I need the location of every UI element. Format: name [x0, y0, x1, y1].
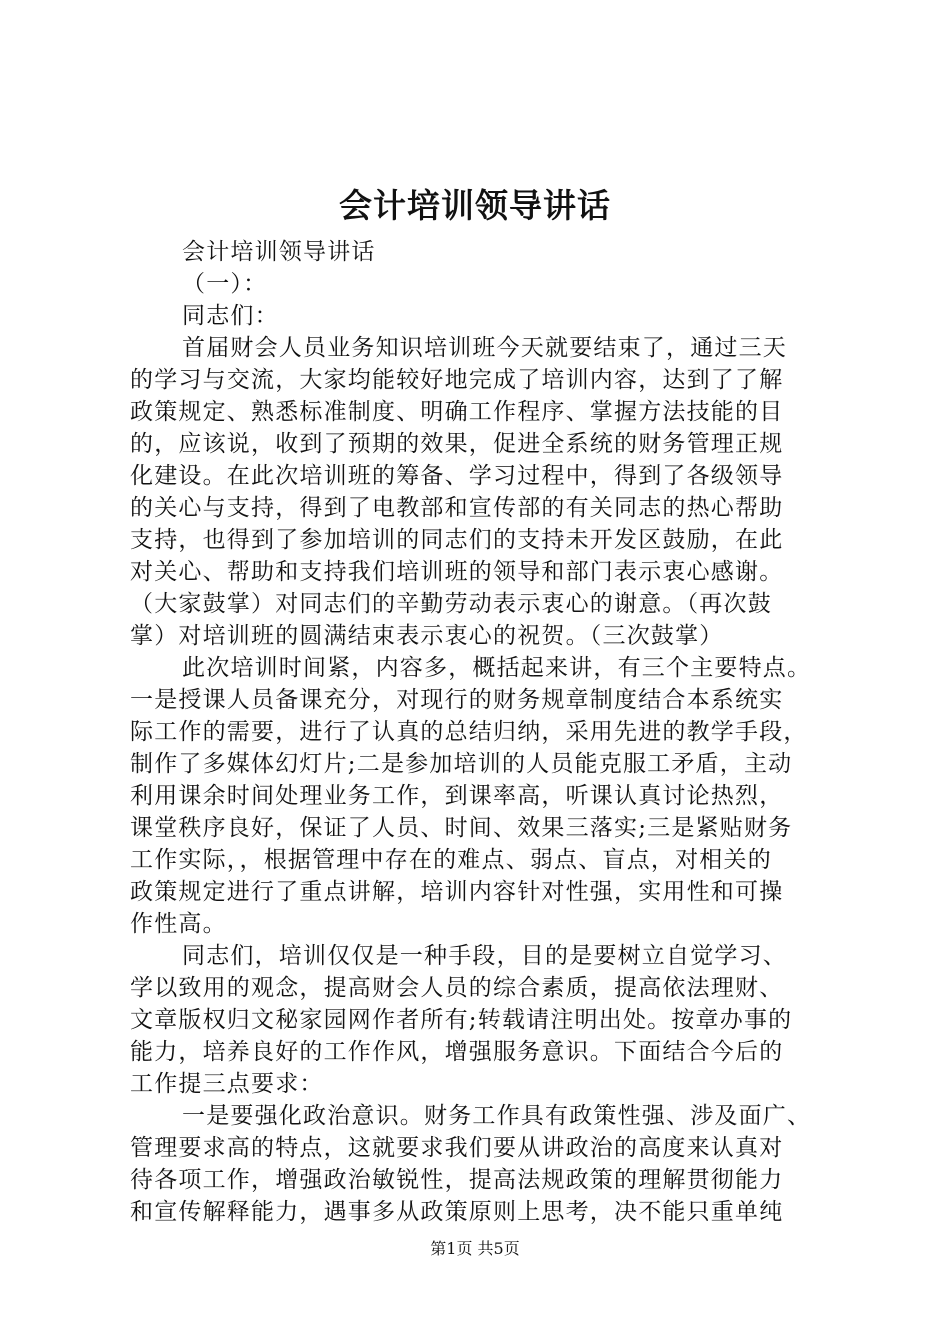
text-line: 利用课余时间处理业务工作，到课率高，听课认真讨论热烈， — [130, 783, 784, 809]
text-line: 对关心、帮助和支持我们培训班的领导和部门表示衷心感谢。 — [130, 559, 784, 585]
text-line: 文章版权归文秘家园网作者所有;转载请注明出处。按章办事的 — [130, 1007, 793, 1033]
text-line: 学以致用的观念，提高财会人员的综合素质，提高依法理财、 — [130, 975, 784, 1001]
document-title: 会计培训领导讲话 — [339, 186, 611, 225]
text-line: 会计培训领导讲话 — [182, 239, 376, 265]
text-line: 此次培训时间紧，内容多，概括起来讲，有三个主要特点。 — [182, 655, 812, 681]
text-line: （一）： — [182, 271, 268, 297]
text-line: 工作实际，，根据管理中存在的难点、弱点、盲点，对相关的 — [130, 847, 772, 873]
text-line: 化建设。在此次培训班的筹备、学习过程中，得到了各级领导 — [130, 463, 784, 489]
text-line: 政策规定、熟悉标准制度、明确工作程序、掌握方法技能的目 — [130, 399, 784, 425]
text-line: 的关心与支持，得到了电教部和宣传部的有关同志的热心帮助 — [130, 495, 784, 521]
text-line: 制作了多媒体幻灯片;二是参加培训的人员能克服工矛盾，主动 — [130, 751, 793, 777]
text-line: 和宣传解释能力，遇事多从政策原则上思考，决不能只重单纯 — [130, 1199, 784, 1225]
text-line: 能力，培养良好的工作作风，增强服务意识。下面结合今后的 — [130, 1039, 784, 1065]
text-line: 一是要强化政治意识。财务工作具有政策性强、涉及面广、 — [182, 1103, 812, 1129]
document-body — [130, 236, 850, 1228]
text-line: 的学习与交流，大家均能较好地完成了培训内容，达到了了解 — [130, 367, 784, 393]
text-line: 同志们： — [182, 303, 279, 329]
text-line: 际工作的需要，进行了认真的总结归纳，采用先进的教学手段， — [130, 719, 808, 745]
text-line: 掌）对培训班的圆满结束表示衷心的祝贺。（三次鼓掌） — [130, 623, 724, 649]
text-line: 支持，也得到了参加培训的同志们的支持未开发区鼓励，在此 — [130, 527, 784, 553]
text-line: 管理要求高的特点，这就要求我们要从讲政治的高度来认真对 — [130, 1135, 784, 1161]
text-line: 工作提三点要求： — [130, 1071, 324, 1097]
text-line: 待各项工作，增强政治敏锐性，提高法规政策的理解贯彻能力 — [130, 1167, 784, 1193]
text-line: 首届财会人员业务知识培训班今天就要结束了，通过三天 — [182, 335, 787, 361]
page-footer: 第1页 共5页 — [430, 1239, 520, 1258]
text-line: （大家鼓掌）对同志们的辛勤劳动表示衷心的谢意。（再次鼓 — [130, 591, 772, 617]
text-line: 作性高。 — [130, 911, 227, 937]
text-line: 课堂秩序良好，保证了人员、时间、效果三落实;三是紧贴财务 — [130, 815, 793, 841]
text-line: 同志们，培训仅仅是一种手段，目的是要树立自觉学习、 — [182, 943, 787, 969]
text-line: 的，应该说，收到了预期的效果，促进全系统的财务管理正规 — [130, 431, 784, 457]
text-line: 政策规定进行了重点讲解，培训内容针对性强，实用性和可操 — [130, 879, 784, 905]
text-line: 一是授课人员备课充分，对现行的财务规章制度结合本系统实 — [130, 687, 784, 713]
